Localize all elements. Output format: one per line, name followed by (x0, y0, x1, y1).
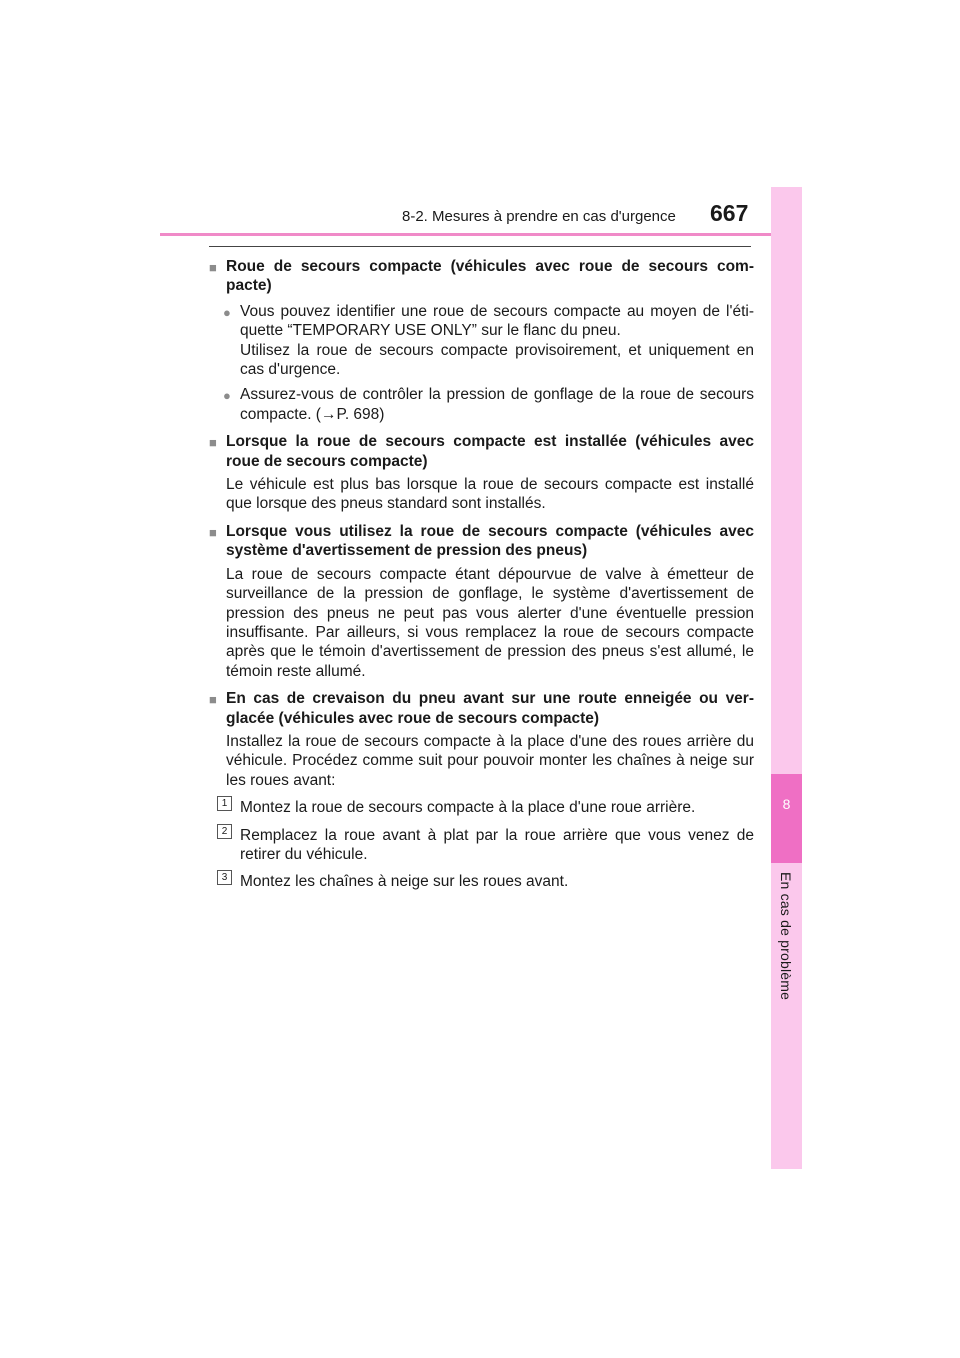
bullet-text: Utilisez la roue de secours compacte provisoirement, et uniquement en cas d'urgence. (240, 341, 754, 379)
paragraph: Le véhicule est plus bas lorsque la roue de secours compacte est installé que lorsque des pneus standard sont installés. (226, 476, 754, 513)
square-bullet-icon: ■ (209, 692, 217, 708)
round-bullet-icon: ● (223, 304, 231, 320)
chapter-side-tab (771, 187, 802, 1169)
list-item (223, 385, 754, 424)
heading-text: Lorsque la roue de secours compacte est installée (véhicules avec roue de secours compacte) (226, 433, 754, 470)
chapter-number: 8 (782, 796, 791, 812)
square-bullet-icon: ■ (209, 524, 217, 540)
page-number: 667 (710, 200, 749, 226)
bullet-text: Vous pouvez identifier une roue de secours compacte au moyen de l'éti-quette “TEMPORARY USE ONLY” sur le flanc du pneu. (240, 302, 754, 340)
square-bullet-icon: ■ (209, 260, 217, 275)
chapter-number-tab (771, 774, 802, 863)
step-item (217, 872, 754, 891)
step-item (217, 826, 754, 865)
section-heading (209, 522, 754, 561)
page-content (209, 254, 754, 892)
heading-text: Roue de secours compacte (véhicules avec roue de secours com-pacte) (226, 258, 754, 295)
section-heading (209, 257, 754, 296)
section-heading (209, 432, 754, 471)
paragraph: La roue de secours compacte étant dépourvue de valve à émetteur de surveillance de la pression de gonflage, le système d'avertissement de pression des pneus ne peut pas vous alerter d'une éventuelle pression insuffisante. Par ailleurs, si vous remplacez la roue de secours compacte après que le témoin d'avertissement de pression des pneus s'est allumé, le témoin reste allumé. (226, 565, 754, 680)
bullet-text: Assurez-vous de contrôler la pression de gonflage de la roue de secours compacte. (→P. 698) (240, 386, 754, 423)
step-number: 2 (217, 824, 232, 839)
paragraph: Installez la roue de secours compacte à la place d'une des roues arrière du véhicule. Procédez comme suit pour pouvoir monter les chaînes à neige sur les roues avant: (226, 732, 754, 789)
square-bullet-icon: ■ (209, 435, 217, 451)
step-text: Remplacez la roue avant à plat par la roue arrière que vous venez de retirer du véhicule. (240, 826, 754, 863)
step-number: 3 (217, 870, 232, 885)
step-number: 1 (217, 796, 232, 811)
heading-text: En cas de crevaison du pneu avant sur une route enneigée ou ver-glacée (véhicules avec roue de secours compacte) (226, 690, 754, 727)
content-top-rule (209, 246, 751, 247)
heading-text: Lorsque vous utilisez la roue de secours compacte (véhicules avec système d'avertissement de pression des pneus) (226, 522, 754, 560)
step-item (217, 798, 754, 817)
section-title: 8-2. Mesures à prendre en cas d'urgence (402, 208, 676, 225)
step-text: Montez la roue de secours compacte à la place d'une roue arrière. (240, 799, 696, 817)
chapter-title: En cas de problème (778, 872, 794, 1001)
round-bullet-icon: ● (223, 388, 231, 404)
header-rule (160, 233, 802, 236)
step-text: Montez les chaînes à neige sur les roues avant. (240, 873, 569, 891)
section-heading (209, 689, 754, 728)
list-item (223, 302, 754, 380)
